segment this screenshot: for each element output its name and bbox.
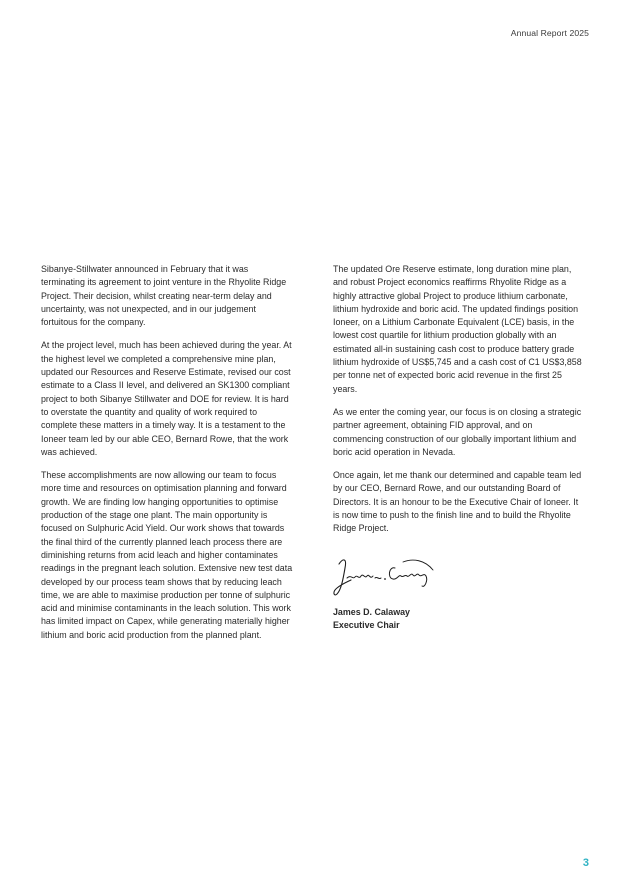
paragraph: Sibanye-Stillwater announced in February that it was terminating its agreement to joint venture in the Rhyolite Ridge Project. Their decision, whilst creating near-term delay and uncertainty, was not unexpected, and in our judgement fortuitous for the company. (41, 264, 287, 328)
page-number: 3 (582, 857, 589, 869)
right-column (333, 263, 585, 632)
signatory-title: Executive Chair (333, 619, 400, 630)
paragraph: Once again, let me thank our determined and capable team led by our CEO, Bernard Rowe, and our outstanding Board of Directors. It is an honour to be the Executive Chair of Ioneer. It is now time to push to the finish line and to build the Rhyolite Ridge Project. (333, 470, 582, 534)
report-title: Annual Report 2025 (510, 28, 589, 38)
paragraph: As we enter the coming year, our focus is on closing a strategic partner agreement, obtaining FID approval, and on commencing construction of our globally important lithium and boric acid operation in Nevada. (333, 406, 582, 457)
left-column (41, 263, 293, 652)
signatory-name: James D. Calaway (333, 606, 410, 617)
signature-image (333, 550, 443, 600)
paragraph: These accomplishments are now allowing our team to focus more time and resources on optimisation planning and forward growth. We are finding low hanging opportunities to optimise production of the stage one plant. The main opportunity is focused on Sulphuric Acid Yield. Our work shows that towards the final third of the currently planned leach process there are diminishing returns from acid leach and higher contaminates readings in the pregnant leach solution. Extensive new test data developed by our process team shows that by reducing leach time, we are able to maximise production per tonne of sulphuric acid and minimise contaminants in the leach solution. This work has limited impact on Capex, while generating materially higher lithium and boric acid production from the planned plant. (41, 470, 293, 640)
paragraph: At the project level, much has been achieved during the year. At the highest level we completed a comprehensive mine plan, updated our Resources and Reserve Estimate, revised our cost estimate to a Class II level, and delivered an SK1300 compliant project to both Sibanye Stillwater and DOE for review. It is hard to overstate the quantity and quality of work required to complete these matters in a timely way. It is a testament to the Ioneer team led by our able CEO, Bernard Rowe, that the work was achieved. (41, 340, 292, 457)
paragraph: The updated Ore Reserve estimate, long duration mine plan, and robust Project economics reaffirms Rhyolite Ridge as a highly attractive global Project to produce lithium carbonate, lithium hydroxide and boric acid. The updated findings position Ioneer, on a Lithium Carbonate Equivalent (LCE) basis, in the lowest cost quartile for lithium production globally with an estimated all-in sustaining cash cost to produce battery grade lithium hydroxide of US$5,745 and a cash cost of C1 US$3,858 per tonne net of expected boric acid revenue in the first 25 years. (333, 264, 582, 394)
